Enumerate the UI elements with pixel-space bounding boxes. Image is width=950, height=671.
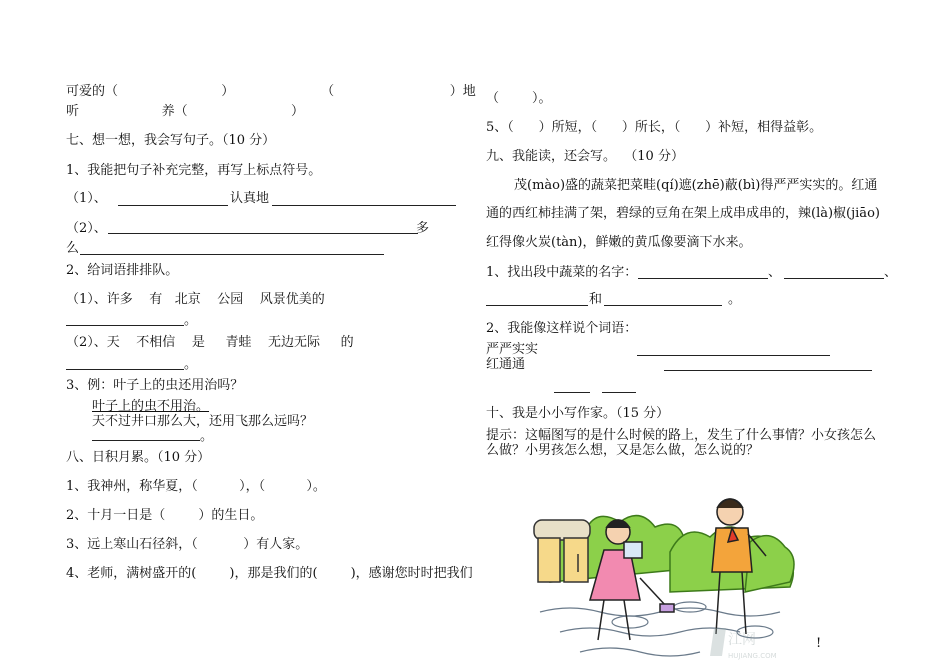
fill-line-1: 可爱的（ ） （ ）地 bbox=[66, 84, 476, 99]
q1b-blank-1[interactable] bbox=[108, 233, 418, 234]
words-instruction: 2、我能像这样说个词语： bbox=[486, 321, 638, 336]
q1b-end-text: 多 bbox=[416, 221, 430, 236]
q2a-period: 。 bbox=[184, 313, 198, 328]
vegetable-sep-1: 、 bbox=[768, 265, 782, 280]
hint-line-1: 提示：这幅图写的是什么时候的路上，发生了什么事情？小女孩怎么 bbox=[486, 428, 877, 443]
vegetable-blank-3[interactable] bbox=[486, 305, 588, 306]
find-vegetables-instruction: 1、找出段中蔬菜的名字： bbox=[486, 265, 638, 280]
q1b-label: （2）、 bbox=[66, 221, 107, 236]
q3-blank[interactable] bbox=[92, 440, 200, 441]
q3-question: 天不过井口那么大，还用飞那么远吗？ bbox=[92, 414, 314, 429]
passage-line-2: 通的西红柿挂满了架，碧绿的豆角在架上成串成串的，辣(là)椒(jiāo) bbox=[486, 206, 880, 221]
q1b-next-text: 么 bbox=[66, 241, 80, 256]
example-word-2: 红通通 bbox=[486, 357, 526, 372]
q3-example: 叶子上的虫不用治。 bbox=[92, 399, 210, 414]
recite-2: 2、十月一日是（ ）的生日。 bbox=[66, 508, 264, 523]
vegetable-and: 和 bbox=[589, 292, 603, 307]
recite-4: 4、老师，满树盛开的( )，那是我们的( )，感谢您时时把我们 bbox=[66, 566, 473, 581]
q2b-words: （2）、天 不相信 是 青蛙 无边无际 的 bbox=[66, 335, 354, 350]
q1-instruction: 1、我能把句子补充完整，再写上标点符号。 bbox=[66, 163, 322, 178]
q1b-blank-2[interactable] bbox=[80, 254, 384, 255]
passage-line-3: 红得像火炭(tàn)，鲜嫩的黄瓜像要滴下水来。 bbox=[486, 235, 752, 250]
section-8-title: 八、日积月累。（10 分） bbox=[66, 450, 211, 465]
exclamation-mark: ! bbox=[816, 636, 822, 651]
example-word-1: 严严实实 bbox=[486, 342, 539, 357]
section-7-title: 七、想一想，我会写句子。（10 分） bbox=[66, 133, 276, 148]
word-blank-2[interactable] bbox=[664, 370, 872, 371]
q1a-blank-2[interactable] bbox=[272, 205, 456, 206]
section-10-title: 十、我是小小写作家。（15 分） bbox=[486, 406, 670, 421]
vegetable-period: 。 bbox=[728, 292, 742, 307]
q3-instruction: 3、例：叶子上的虫还用治吗？ bbox=[66, 378, 244, 393]
word-blank-1[interactable] bbox=[637, 355, 830, 356]
word-blank-4[interactable] bbox=[602, 392, 636, 393]
vegetable-sep-2: 、 bbox=[884, 265, 898, 280]
recite-4-continued: （ ）。 bbox=[486, 91, 552, 106]
recite-5: 5、（ ）所短，（ ）所长，（ ）补短，相得益彰。 bbox=[486, 120, 823, 135]
hint-line-2: 么做？小男孩怎么想，又是怎么做，怎么说的？ bbox=[486, 443, 760, 458]
q1a-label: （1）、 bbox=[66, 191, 107, 206]
q2b-period: 。 bbox=[184, 357, 198, 372]
q2a-blank[interactable] bbox=[66, 325, 184, 326]
vegetable-blank-2[interactable] bbox=[784, 278, 884, 279]
q2b-blank[interactable] bbox=[66, 369, 184, 370]
vegetable-blank-4[interactable] bbox=[604, 305, 722, 306]
q1a-blank-1[interactable] bbox=[118, 205, 228, 206]
passage-line-1: 茂(mào)盛的蔬菜把菜畦(qí)遮(zhē)蔽(bì)得严严实实的。红通 bbox=[514, 178, 878, 193]
svg-text:江网: 江网 bbox=[728, 632, 756, 648]
q2a-words: （1）、许多 有 北京 公园 风景优美的 bbox=[66, 292, 325, 307]
watermark-logo-icon bbox=[708, 622, 788, 662]
word-blank-3[interactable] bbox=[554, 392, 590, 393]
vegetable-blank-1[interactable] bbox=[638, 278, 768, 279]
watermark-text: HUJIANG.COM bbox=[728, 652, 777, 660]
section-9-title: 九、我能读，还会写。 （10 分） bbox=[486, 149, 684, 164]
fill-line-2: 听 养（ ） bbox=[66, 104, 304, 119]
q3-period: 。 bbox=[200, 429, 214, 444]
q1a-mid-text: 认真地 bbox=[230, 191, 270, 206]
q2-instruction: 2、给词语排排队。 bbox=[66, 263, 179, 278]
recite-1: 1、我神州，称华夏，（ ），（ ）。 bbox=[66, 479, 326, 494]
recite-3: 3、远上寒山石径斜，（ ）有人家。 bbox=[66, 537, 309, 552]
